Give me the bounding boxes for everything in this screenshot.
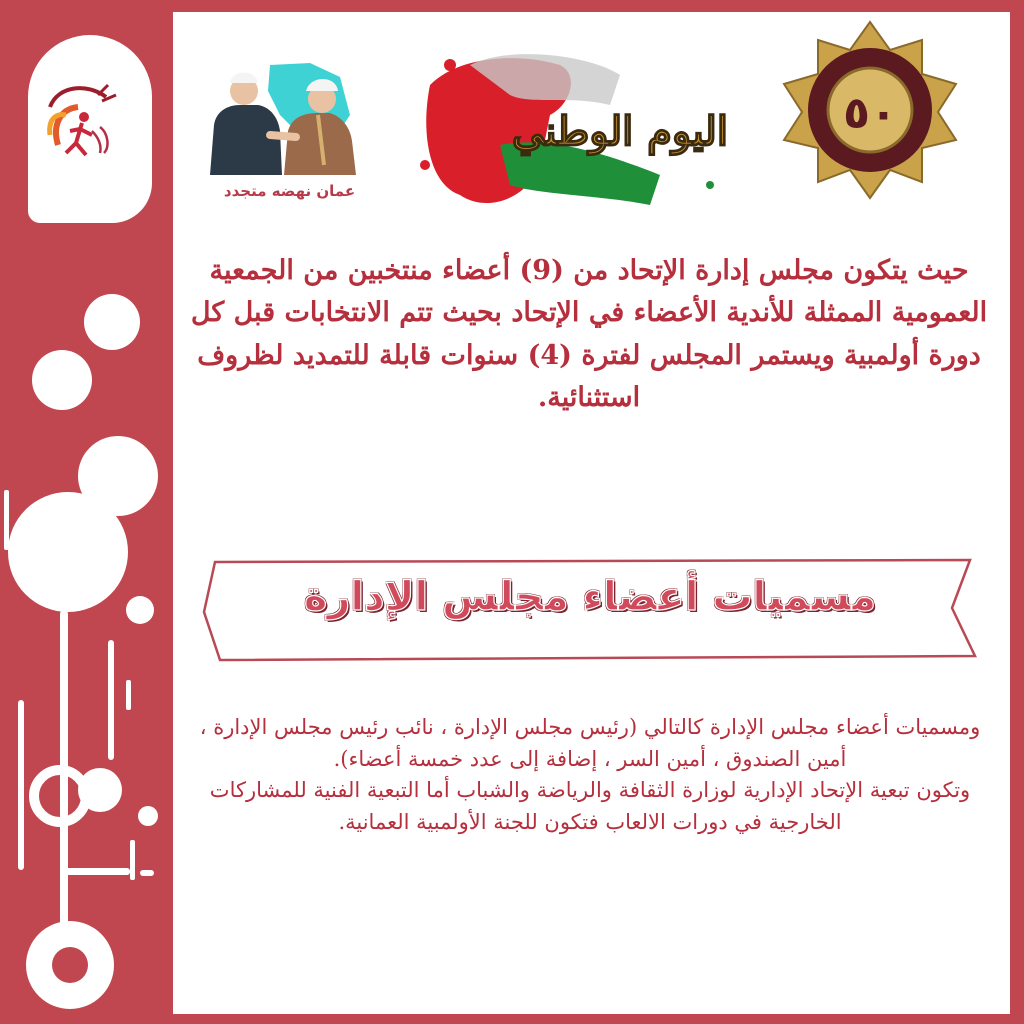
logo-card [28, 35, 152, 223]
members-paragraph: ومسميات أعضاء مجلس الإدارة كالتالي (رئيس مجلس الإدارة ، نائب رئيس مجلس الإدارة ، أمين الصندوق ، أمين السر ، إضافة إلى عدد خمسة أعضاء). [199, 715, 981, 771]
intro-paragraph: حيث يتكون مجلس إدارة الإتحاد من (9) أعضاء منتخبين من الجمعية العمومية الممثلة للأندية الأعضاء في الإتحاد بحيث تتم الانتخابات قبل كل دورة أولمبية ويستمر المجلس لفترة (4) سنوات قابلة للتمديد لظروف استثنائية. [190, 255, 988, 414]
runner-logo-icon [28, 35, 152, 223]
leaders-photo-icon [200, 55, 360, 175]
national-day-graphic [410, 45, 735, 215]
anniversary-emblem-icon [780, 20, 960, 200]
national-day-text: اليوم الوطني [512, 108, 728, 155]
banner-title: مسميات أعضاء مجلس الإدارة [303, 574, 877, 620]
header-caption: عمان نهضه متجدد [223, 182, 356, 200]
anniversary-number: ٥٠ [843, 88, 897, 139]
affiliation-paragraph: وتكون تبعية الإتحاد الإدارية لوزارة الثقافة والرياضة والشباب أما التبعية الفنية للمشاركات الخارجية في دورات الالعاب فتكون للجنة الأولمبية العمانية. [209, 778, 971, 834]
details-section [178, 712, 1002, 838]
